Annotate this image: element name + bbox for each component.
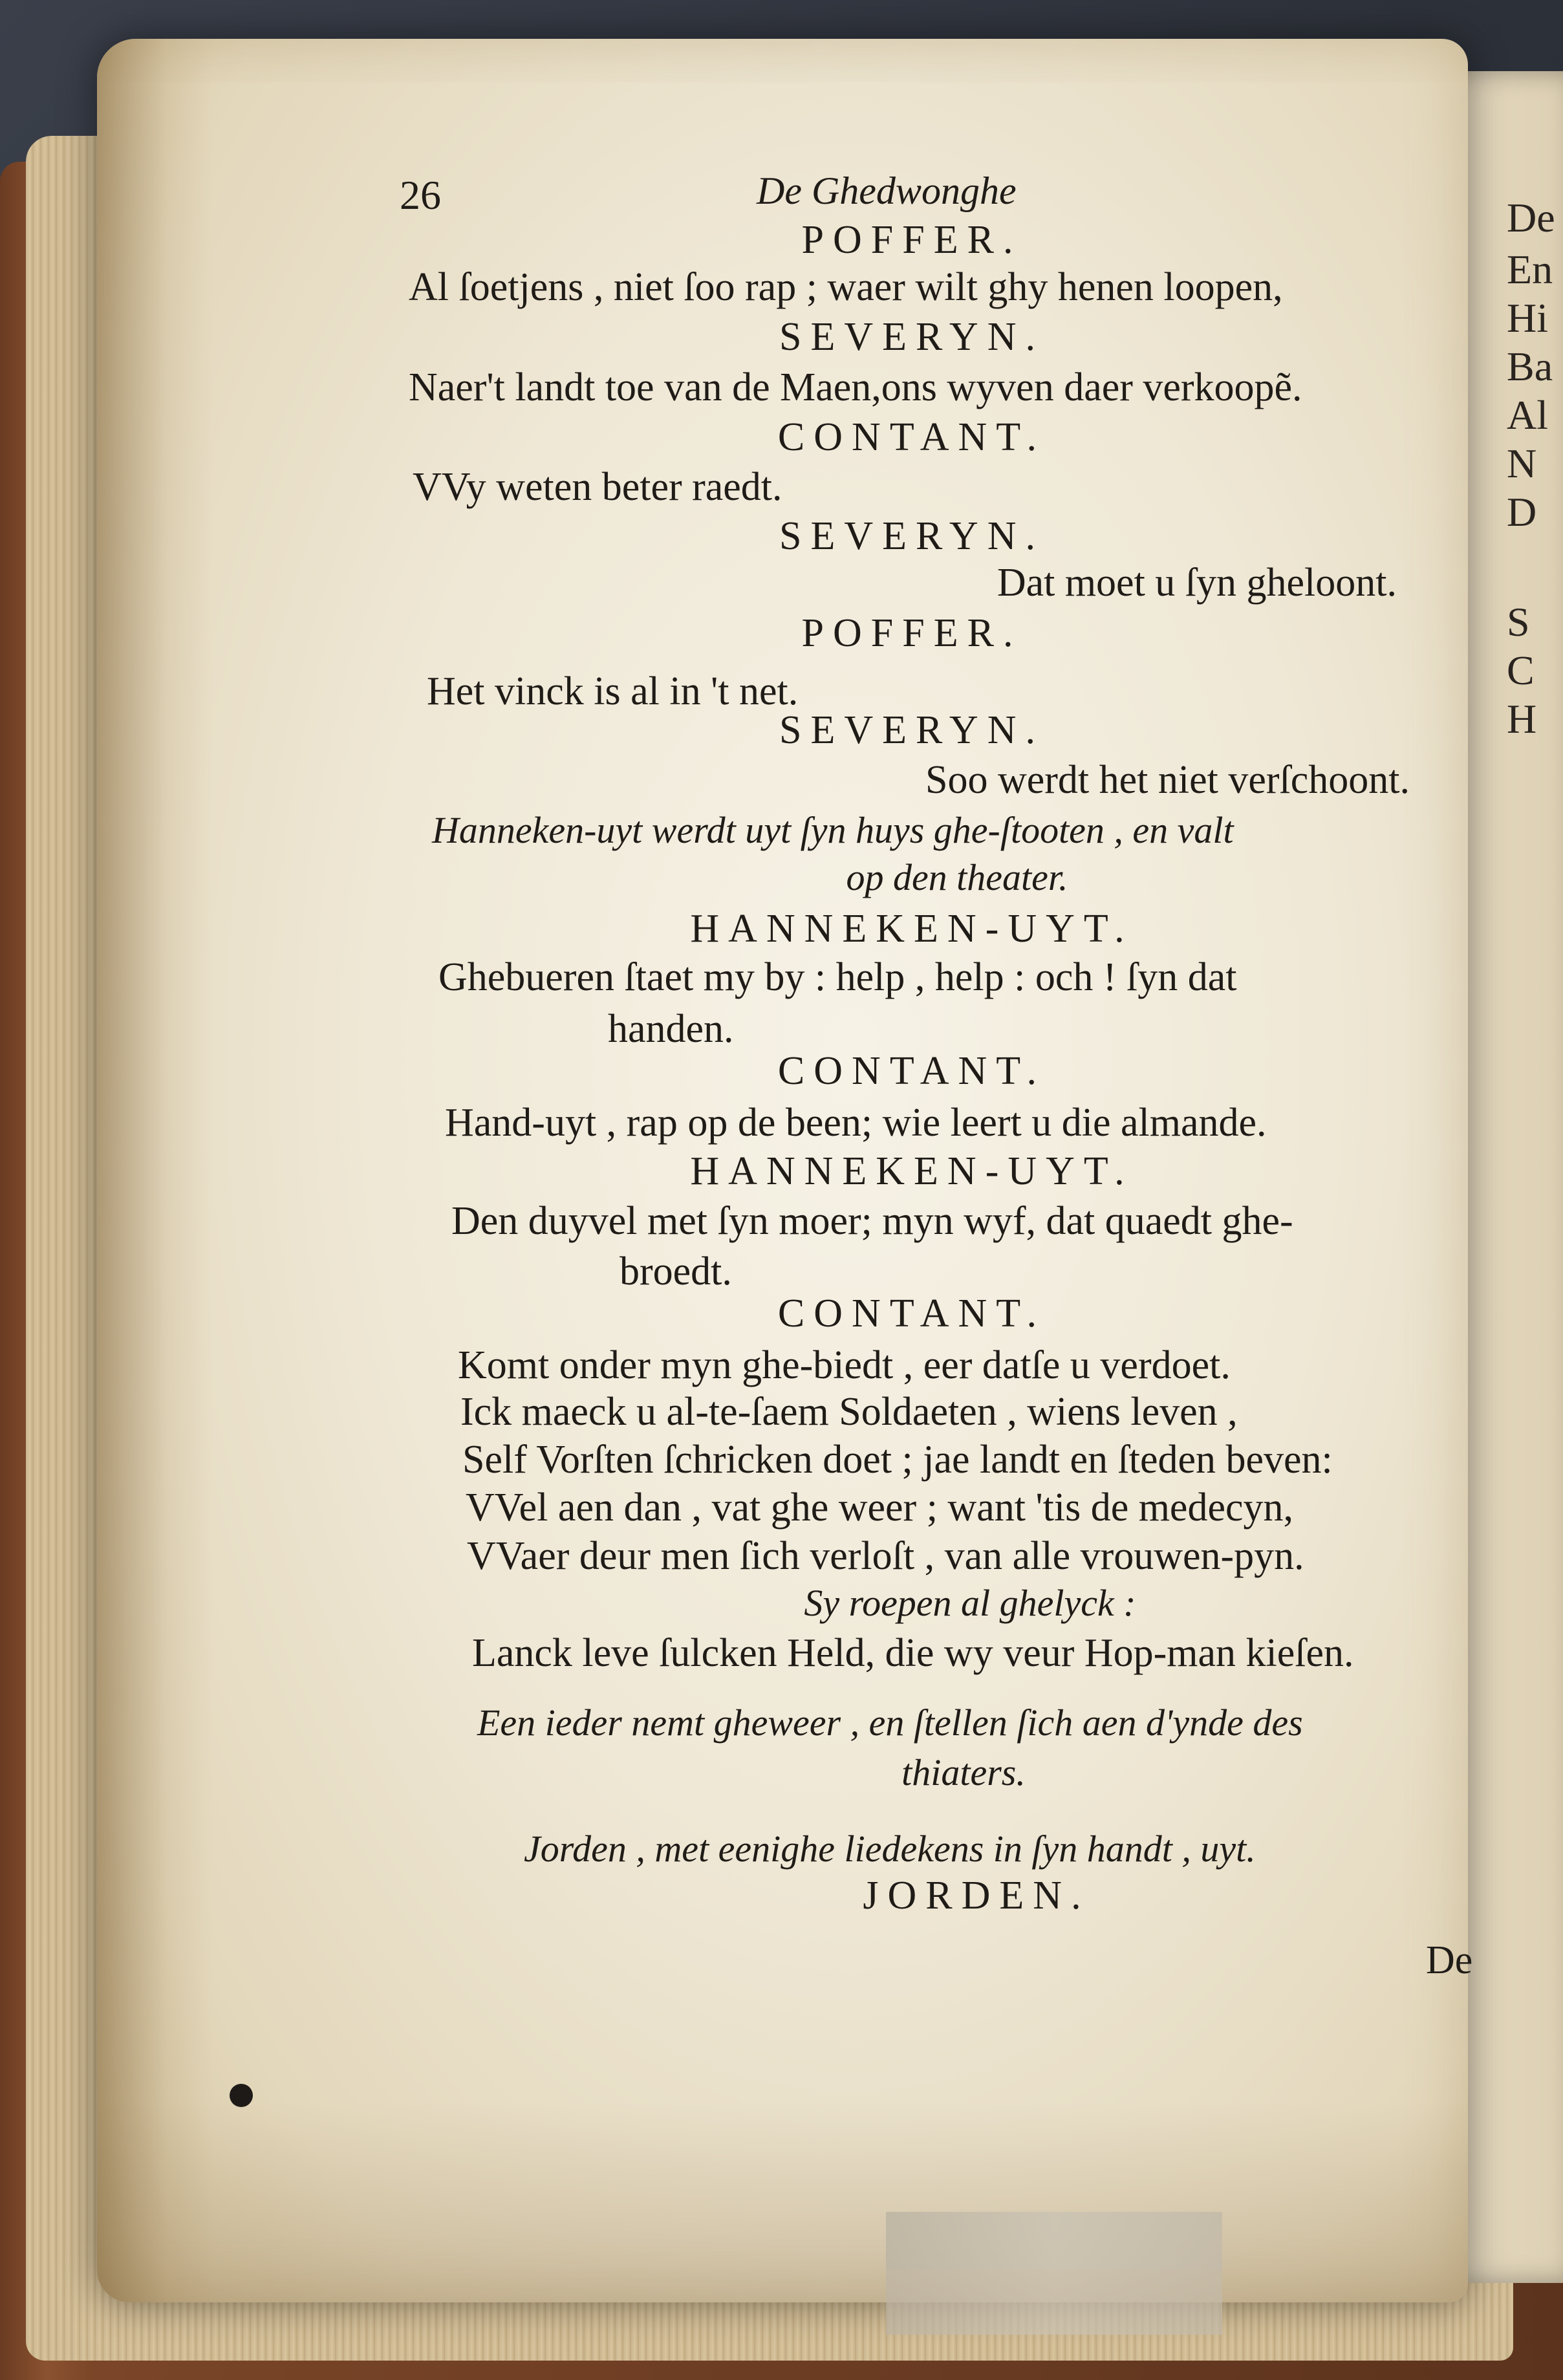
dialogue-line: handen. [608, 1007, 734, 1051]
dialogue-line: VVel aen dan , vat ghe weer ; want 'tis de medecyn, [466, 1486, 1293, 1530]
dialogue-line: broedt. [620, 1250, 732, 1293]
dialogue-line: VVaer deur men ſich verloſt , van alle vrouwen-pyn. [467, 1534, 1304, 1578]
speaker-name: CONTANT. [777, 415, 1046, 459]
speaker-name: CONTANT. [777, 1049, 1046, 1093]
page-shadow-left [97, 39, 213, 2302]
dialogue-line: VVy weten beter raedt. [413, 465, 782, 509]
facing-page-fragment: En [1507, 246, 1553, 292]
dialogue-line: Al ſoetjens , niet ſoo rap ; waer wilt ghy henen loopen, [409, 265, 1283, 309]
dialogue-line: Lanck leve ſulcken Held, die wy veur Hop-man kieſen. [472, 1631, 1354, 1675]
facing-page-fragment: Al [1507, 392, 1548, 438]
running-head: De Ghedwonghe [757, 169, 1017, 212]
ink-speck [230, 2084, 253, 2107]
dialogue-line: Ick maeck u al-te-ſaem Soldaeten , wiens leven , [460, 1390, 1238, 1434]
dialogue-line: Den duyvel met ſyn moer; myn wyf, dat quaedt ghe- [451, 1199, 1293, 1243]
speaker-name: POFFER. [801, 611, 1022, 655]
stage-direction: Een ieder nemt gheweer , en ſtellen ſich aen d'ynde des [477, 1702, 1303, 1744]
stage-direction: Sy roepen al ghelyck : [804, 1582, 1136, 1624]
page-shadow-bottom [97, 2102, 1468, 2302]
blurred-patch [886, 2212, 1222, 2270]
dialogue-line: Ghebueren ſtaet my by : help , help : och ! ſyn dat [438, 955, 1237, 999]
facing-page-fragment: S [1507, 599, 1530, 645]
dialogue-line: Self Vorſten ſchricken doet ; jae landt en ſteden beven: [462, 1438, 1333, 1482]
speaker-name: SEVERYN. [779, 708, 1044, 752]
facing-page-fragment: Ba [1507, 343, 1553, 389]
speaker-name: JORDEN. [863, 1874, 1090, 1918]
stage-direction: op den theater. [846, 856, 1068, 898]
speaker-name: SEVERYN. [779, 315, 1044, 359]
dialogue-line: Soo werdt het niet verſchoont. [925, 758, 1410, 802]
speaker-name: CONTANT. [777, 1292, 1046, 1336]
dialogue-line: Dat moet u ſyn gheloont. [997, 561, 1397, 605]
page-number: 26 [400, 172, 441, 218]
stage-direction: Hanneken-uyt werdt uyt ſyn huys ghe-ſtooten , en valt [432, 809, 1234, 851]
speaker-name: HANNEKEN-UYT. [690, 1149, 1134, 1193]
catchword: De [1426, 1938, 1473, 1982]
blurred-patch [886, 2270, 1222, 2335]
facing-page-fragment: H [1507, 696, 1537, 742]
dialogue-line: Komt onder myn ghe-biedt , eer datſe u verdoet. [458, 1343, 1231, 1387]
stage-direction: thiaters. [901, 1751, 1026, 1793]
facing-page-fragment: Hi [1507, 295, 1548, 341]
dialogue-line: Naer't landt toe van de Maen,ons wyven daer verkoopẽ. [409, 365, 1302, 409]
facing-page-fragment: De [1507, 195, 1555, 241]
speaker-name: SEVERYN. [779, 514, 1044, 558]
facing-page-fragment: C [1507, 647, 1535, 693]
dialogue-line: Hand-uyt , rap op de been; wie leert u die almande. [445, 1101, 1267, 1145]
dialogue-line: Het vinck is al in 't net. [427, 669, 799, 713]
speaker-name: POFFER. [801, 218, 1022, 262]
facing-page-fragment: D [1507, 489, 1537, 535]
facing-page-fragment: N [1507, 440, 1537, 486]
stage-direction: Jorden , met eenighe liedekens in ſyn handt , uyt. [524, 1828, 1256, 1870]
speaker-name: HANNEKEN-UYT. [690, 907, 1134, 951]
